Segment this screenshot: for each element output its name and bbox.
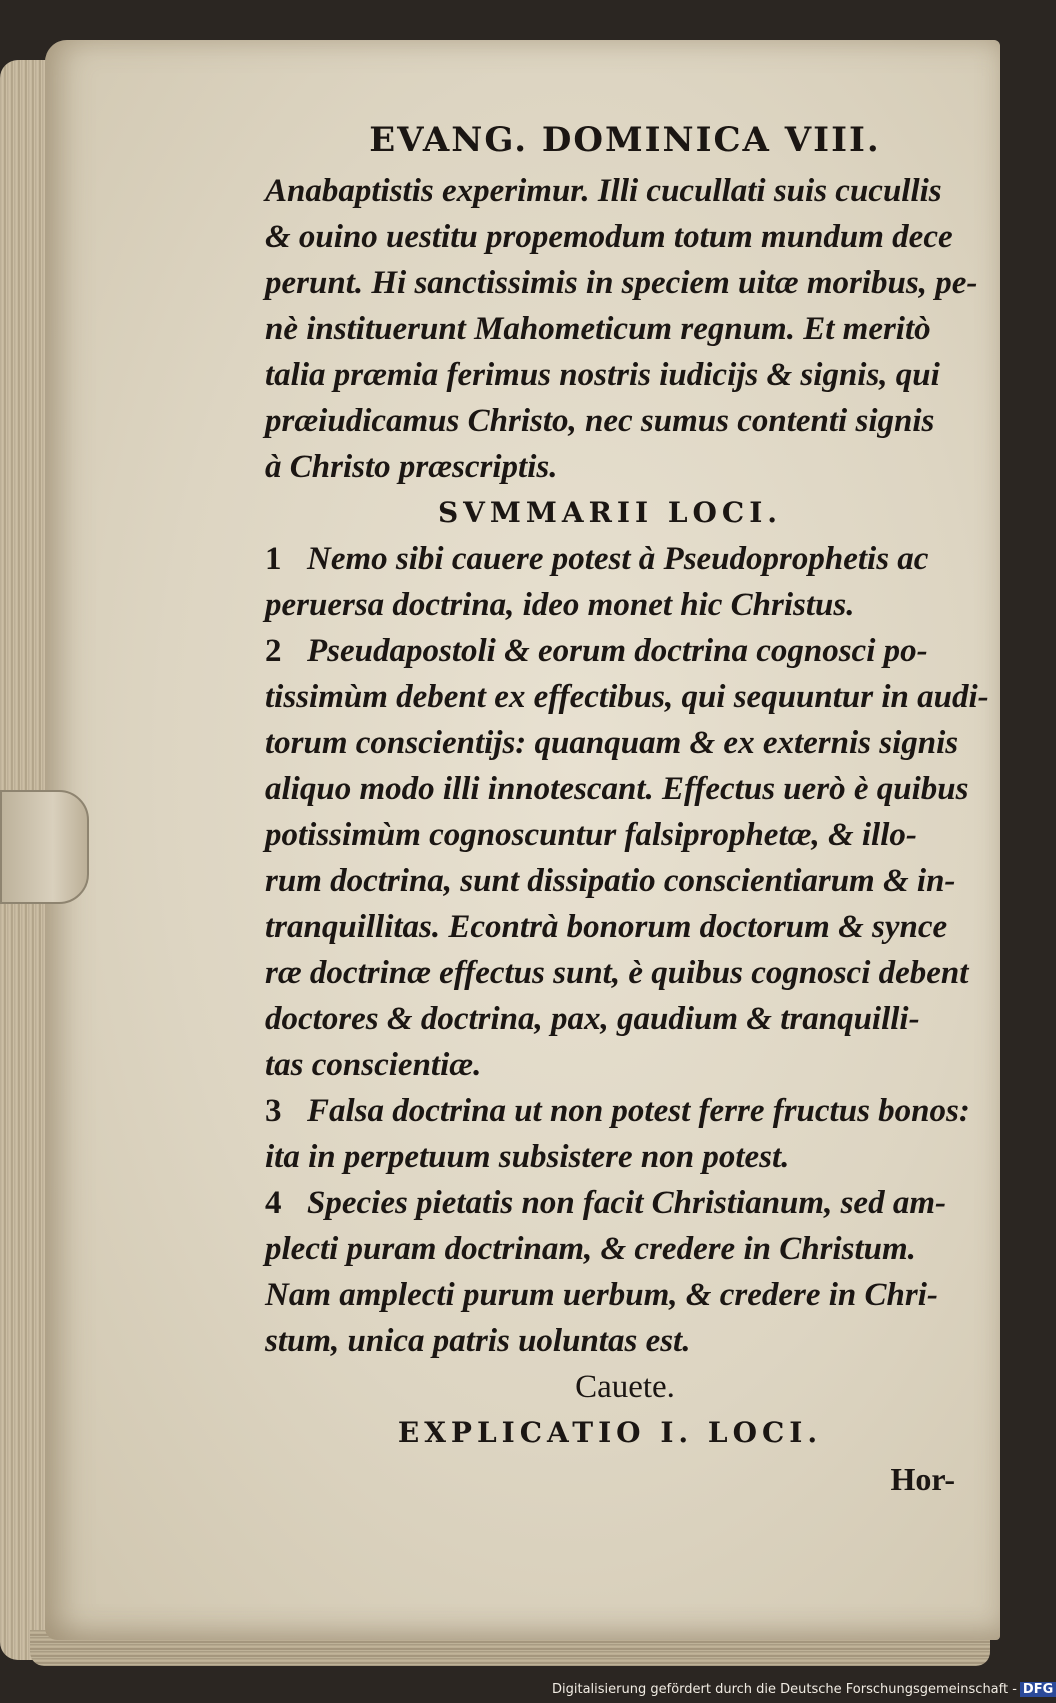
item-text: Species pietatis non facit Christianum, sed am- [307,1185,946,1221]
book-clasp [0,790,89,904]
text-line: perunt. Hi sanctissimis in speciem uitæ moribus, pe- [265,265,978,301]
text-line [265,1180,955,1226]
item-number: 1 [265,541,282,577]
text-line: plecti puram doctrinam, & credere in Christum. [265,1231,916,1267]
catchword: Hor- [890,1461,955,1497]
text-line: doctores & doctrina, pax, gaudium & tranquilli- [265,1001,920,1037]
text-line: peruersa doctrina, ideo monet hic Christus. [265,587,855,623]
text-line: tissimùm debent ex effectibus, qui sequuntur in audi- [265,679,989,715]
text-line [265,628,955,674]
footer-text: Digitalisierung gefördert durch die Deutsche Forschungsgemeinschaft - [552,1682,1017,1697]
running-head: EVANG. DOMINICA VIII. [369,120,881,160]
item-number: 4 [265,1185,282,1221]
text-line: ita in perpetuum subsistere non potest. [265,1139,790,1175]
text-line: talia præmia ferimus nostris iudicijs & signis, qui [265,357,940,393]
text-line: tranquillitas. Econtrà bonorum doctorum & synce [265,909,948,945]
text-line: & ouino uestitu propemodum totum mundum dece [265,219,953,255]
summary-item-2 [265,628,989,1088]
cauete-line: Cauete. [575,1369,675,1405]
text-line: præiudicamus Christo, nec sumus contenti signis [265,403,935,439]
text-line: Anabaptistis experimur. Illi cucullati suis cucullis [265,173,942,209]
item-text: Pseudapostoli & eorum doctrina cognosci po- [307,633,928,669]
dfg-footer [552,1682,1054,1697]
item-number: 3 [265,1093,282,1129]
summary-item-4 [265,1180,955,1364]
text-line: potissimùm cognoscuntur falsiprophetæ, & illo- [265,817,917,853]
text-line [265,1088,970,1134]
text-line: stum, unica patris uoluntas est. [265,1323,691,1359]
text-line: rum doctrina, sunt dissipatio conscientiarum & in- [265,863,956,899]
item-number: 2 [265,633,282,669]
text-line: ræ doctrinæ effectus sunt, è quibus cognosci debent [265,955,969,991]
text-line: torum conscientijs: quanquam & ex externis signis [265,725,959,761]
text-line: Nam amplecti purum uerbum, & credere in Chri- [265,1277,938,1313]
text-line: aliquo modo illi innotescant. Effectus uerò è quibus [265,771,969,807]
text-line [265,536,955,582]
explicatio-heading: EXPLICATIO I. LOCI. [397,1416,823,1449]
dfg-logo: DFG [1020,1682,1056,1697]
text-line: à Christo præscriptis. [265,449,558,485]
text-line: nè instituerunt Mahometicum regnum. Et meritò [265,311,931,347]
summary-heading: SVMMARII LOCI. [437,496,783,529]
opening-paragraph [265,168,978,490]
item-text: Falsa doctrina ut non potest ferre fructus bonos: [307,1093,970,1129]
summary-item-1 [265,536,955,628]
summary-item-3 [265,1088,970,1180]
page-text [265,120,989,1502]
item-text: Nemo sibi cauere potest à Pseudoprophetis ac [307,541,929,577]
text-line: tas conscientiæ. [265,1047,482,1083]
